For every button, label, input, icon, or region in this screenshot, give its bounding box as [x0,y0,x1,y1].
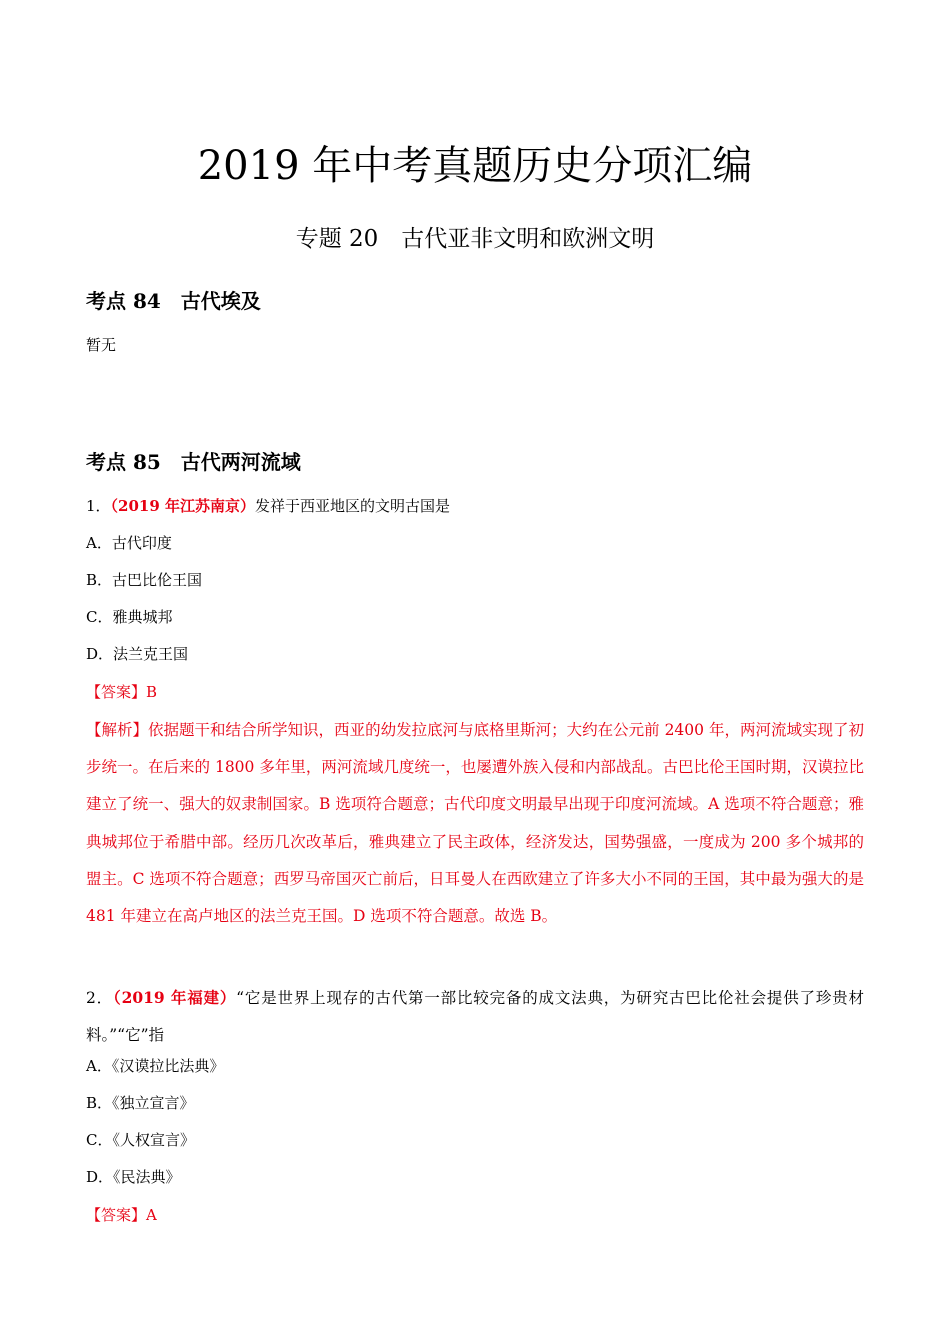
answer-line [86,1203,157,1227]
section-note: 暂无 [86,336,117,354]
option-c: C．雅典城邦 [86,608,173,626]
question-number: 2． [86,989,113,1007]
page-title: 2019 年中考真题历史分项汇编 [197,143,753,189]
answer-line [86,680,157,704]
question-source: （2019 年江苏南京） [110,497,256,515]
question-stem: 发祥于西亚地区的文明古国是 [255,497,451,515]
option-b: B．《独立宣言》 [86,1094,195,1112]
question-number: 1． [86,497,111,515]
option-d: D．《民法典》 [86,1168,181,1186]
option-c: C．《人权宣言》 [86,1131,195,1149]
question-source: （2019 年福建） [113,988,237,1007]
option-a: A．古代印度 [86,534,172,552]
analysis-paragraph [86,712,864,935]
answer-label: 【答案】 [86,1206,147,1224]
option-a: A．《汉谟拉比法典》 [86,1057,225,1075]
option-b: B．古巴比伦王国 [86,571,203,589]
section-heading-84: 考点 84 古代埃及 [86,289,261,313]
page-subtitle: 专题 20 古代亚非文明和欧洲文明 [295,226,655,252]
option-d: D．法兰克王国 [86,645,189,663]
analysis-label: 【解析】 [86,721,149,739]
section-heading-85: 考点 85 古代两河流域 [86,450,301,474]
question-2-stem-line [86,979,864,1054]
answer-value: A [146,1206,157,1224]
answer-label: 【答案】 [86,683,147,701]
question-stem: “它是世界上现存的古代第一部比较完备的成文法典，为研究古巴比伦社会提供了珍贵材料。”“它”指 [86,989,864,1044]
answer-value: B [146,683,158,701]
question-1-stem-line [86,494,450,518]
analysis-text: 依据题干和结合所学知识，西亚的幼发拉底河与底格里斯河；大约在公元前 2400 年，两河流域实现了初步统一。在后来的 1800 多年里，两河流域几度统一，也屡遭外族入侵和内部战乱。古巴比伦王国时期，汉谟拉比建立了统一、强大的奴隶制国家。B 选项符合题意；古代印度文明最早出现于印度河流域。A 选项不符合题意；雅典城邦位于希腊中部。经历几次改革后，雅典建立了民主政体，经济发达，国势强盛，一度成为 200 多个城邦的盟主。C 选项不符合题意；西罗马帝国灭亡前后，日耳曼人在西欧建立了许多大小不同的王国，其中最为强大的是 481 年建立在高卢地区的法兰克王国。D 选项不符合题意。故选 B。 [86,721,864,926]
